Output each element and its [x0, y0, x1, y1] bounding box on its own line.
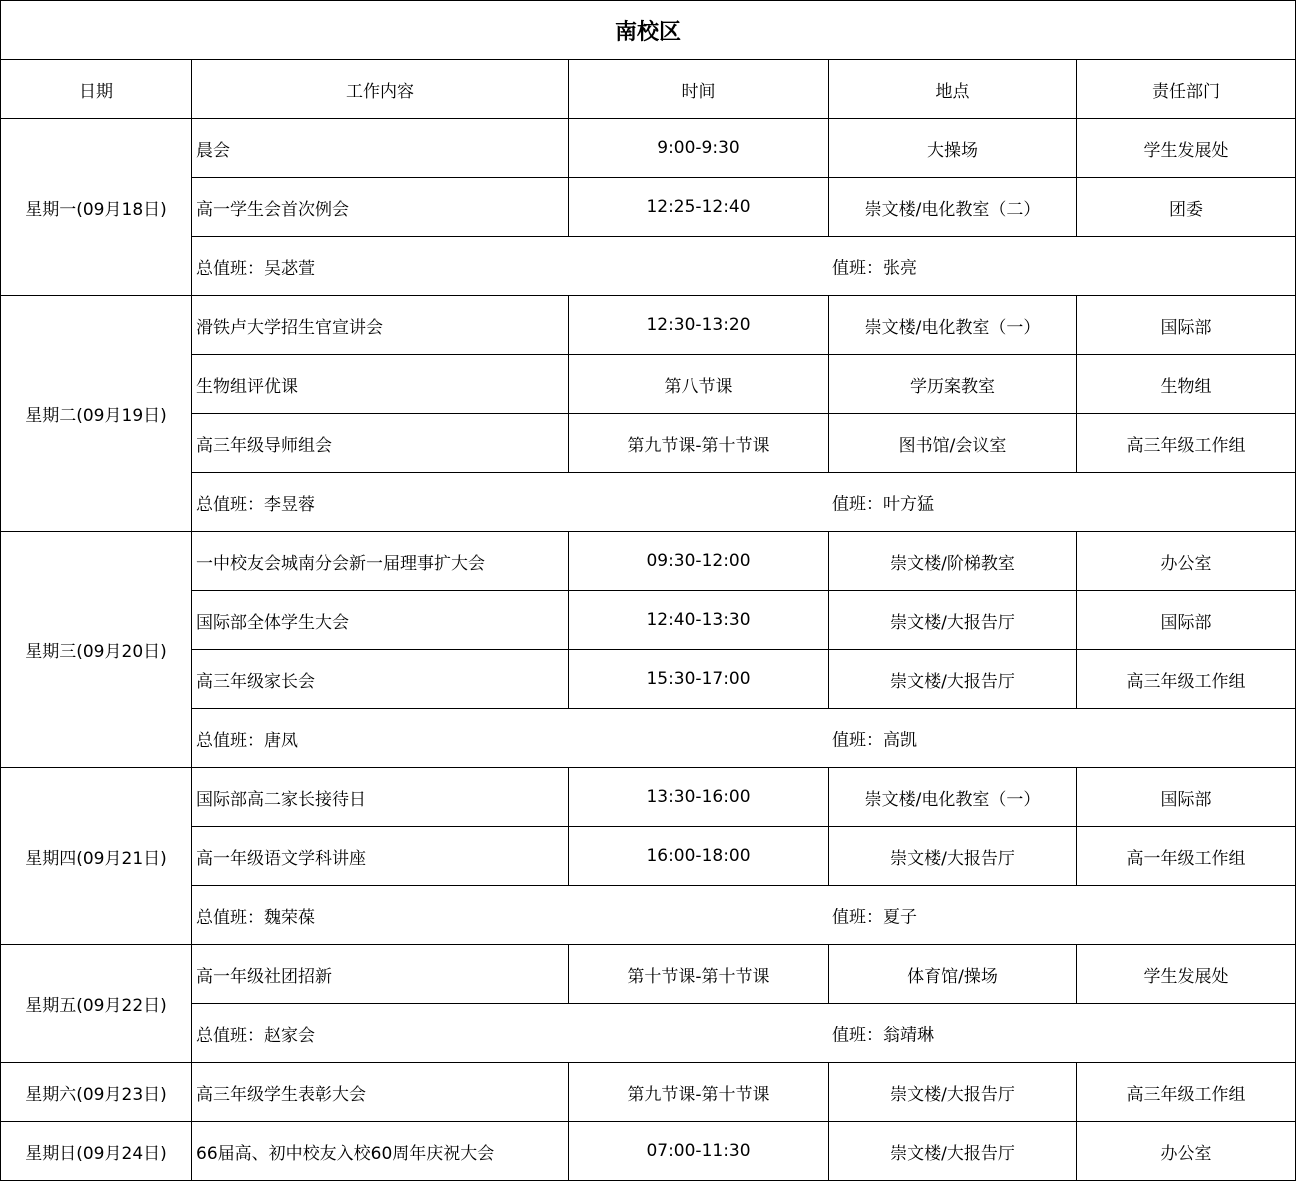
date-cell: 星期五(09月22日) [1, 945, 192, 1063]
duty-row [1, 473, 1296, 532]
task-cell: 一中校友会城南分会新一届理事扩大会 [192, 532, 569, 591]
time-cell: 07:00-11:30 [569, 1122, 829, 1181]
dept-cell: 高三年级工作组 [1077, 650, 1296, 709]
place-cell: 崇文楼/阶梯教室 [829, 532, 1077, 591]
task-cell: 国际部全体学生大会 [192, 591, 569, 650]
duty-label: 值班：高凯 [832, 730, 917, 751]
place-cell: 崇文楼/电化教室（一） [829, 296, 1077, 355]
duty-label: 值班：翁靖琳 [832, 1025, 934, 1046]
duty-cell [192, 473, 1296, 532]
duty-cell [192, 237, 1296, 296]
time-cell: 第九节课-第十节课 [569, 1063, 829, 1122]
date-cell: 星期二(09月19日) [1, 296, 192, 532]
time-cell: 12:30-13:20 [569, 296, 829, 355]
dept-cell: 国际部 [1077, 768, 1296, 827]
place-cell: 崇文楼/电化教室（二） [829, 178, 1077, 237]
total-duty-label: 总值班：唐凤 [196, 730, 298, 751]
duty-label: 值班：张亮 [832, 258, 917, 279]
table-row [1, 414, 1296, 473]
dept-cell: 国际部 [1077, 591, 1296, 650]
time-cell: 16:00-18:00 [569, 827, 829, 886]
date-cell: 星期六(09月23日) [1, 1063, 192, 1122]
task-cell: 晨会 [192, 119, 569, 178]
dept-cell: 学生发展处 [1077, 119, 1296, 178]
page-title: 南校区 [1, 1, 1296, 60]
place-cell: 体育馆/操场 [829, 945, 1077, 1004]
time-cell: 第八节课 [569, 355, 829, 414]
dept-cell: 高一年级工作组 [1077, 827, 1296, 886]
place-cell: 学历案教室 [829, 355, 1077, 414]
task-cell: 滑铁卢大学招生官宣讲会 [192, 296, 569, 355]
task-cell: 高一年级社团招新 [192, 945, 569, 1004]
place-cell: 崇文楼/大报告厅 [829, 1063, 1077, 1122]
duty-row [1, 1004, 1296, 1063]
table-row [1, 355, 1296, 414]
time-cell: 15:30-17:00 [569, 650, 829, 709]
total-duty-label: 总值班：魏荣葆 [196, 907, 315, 928]
total-duty-label: 总值班：赵家会 [196, 1025, 315, 1046]
header-dept: 责任部门 [1077, 60, 1296, 119]
time-cell: 12:40-13:30 [569, 591, 829, 650]
table-row [1, 532, 1296, 591]
dept-cell: 团委 [1077, 178, 1296, 237]
header-date: 日期 [1, 60, 192, 119]
total-duty-label: 总值班：吴苾萱 [196, 258, 315, 279]
total-duty-label: 总值班：李昱蓉 [196, 494, 315, 515]
task-cell: 高一学生会首次例会 [192, 178, 569, 237]
table-row [1, 178, 1296, 237]
task-cell: 高一年级语文学科讲座 [192, 827, 569, 886]
place-cell: 崇文楼/大报告厅 [829, 827, 1077, 886]
dept-cell: 高三年级工作组 [1077, 1063, 1296, 1122]
table-row [1, 945, 1296, 1004]
dept-cell: 办公室 [1077, 532, 1296, 591]
dept-cell: 高三年级工作组 [1077, 414, 1296, 473]
table-row [1, 827, 1296, 886]
table-row [1, 296, 1296, 355]
task-cell: 高三年级导师组会 [192, 414, 569, 473]
time-cell: 13:30-16:00 [569, 768, 829, 827]
table-row [1, 1122, 1296, 1181]
table-row [1, 119, 1296, 178]
header-time: 时间 [569, 60, 829, 119]
time-cell: 第十节课-第十节课 [569, 945, 829, 1004]
place-cell: 崇文楼/大报告厅 [829, 650, 1077, 709]
task-cell: 生物组评优课 [192, 355, 569, 414]
table-row [1, 650, 1296, 709]
dept-cell: 生物组 [1077, 355, 1296, 414]
duty-label: 值班：夏子 [832, 907, 917, 928]
table-row [1, 1063, 1296, 1122]
duty-row [1, 237, 1296, 296]
task-cell: 高三年级家长会 [192, 650, 569, 709]
header-row [1, 60, 1296, 119]
duty-cell [192, 1004, 1296, 1063]
time-cell: 第九节课-第十节课 [569, 414, 829, 473]
duty-cell [192, 709, 1296, 768]
title-row [1, 1, 1296, 60]
place-cell: 崇文楼/电化教室（一） [829, 768, 1077, 827]
table-row [1, 591, 1296, 650]
task-cell: 高三年级学生表彰大会 [192, 1063, 569, 1122]
place-cell: 崇文楼/大报告厅 [829, 1122, 1077, 1181]
dept-cell: 办公室 [1077, 1122, 1296, 1181]
duty-label: 值班：叶方猛 [832, 494, 934, 515]
date-cell: 星期四(09月21日) [1, 768, 192, 945]
time-cell: 12:25-12:40 [569, 178, 829, 237]
dept-cell: 国际部 [1077, 296, 1296, 355]
dept-cell: 学生发展处 [1077, 945, 1296, 1004]
date-cell: 星期三(09月20日) [1, 532, 192, 768]
place-cell: 大操场 [829, 119, 1077, 178]
table-row [1, 768, 1296, 827]
time-cell: 09:30-12:00 [569, 532, 829, 591]
place-cell: 崇文楼/大报告厅 [829, 591, 1077, 650]
task-cell: 国际部高二家长接待日 [192, 768, 569, 827]
place-cell: 图书馆/会议室 [829, 414, 1077, 473]
header-place: 地点 [829, 60, 1077, 119]
date-cell: 星期一(09月18日) [1, 119, 192, 296]
duty-row [1, 709, 1296, 768]
header-task: 工作内容 [192, 60, 569, 119]
duty-row [1, 886, 1296, 945]
time-cell: 9:00-9:30 [569, 119, 829, 178]
date-cell: 星期日(09月24日) [1, 1122, 192, 1181]
task-cell: 66届高、初中校友入校60周年庆祝大会 [192, 1122, 569, 1181]
duty-cell [192, 886, 1296, 945]
